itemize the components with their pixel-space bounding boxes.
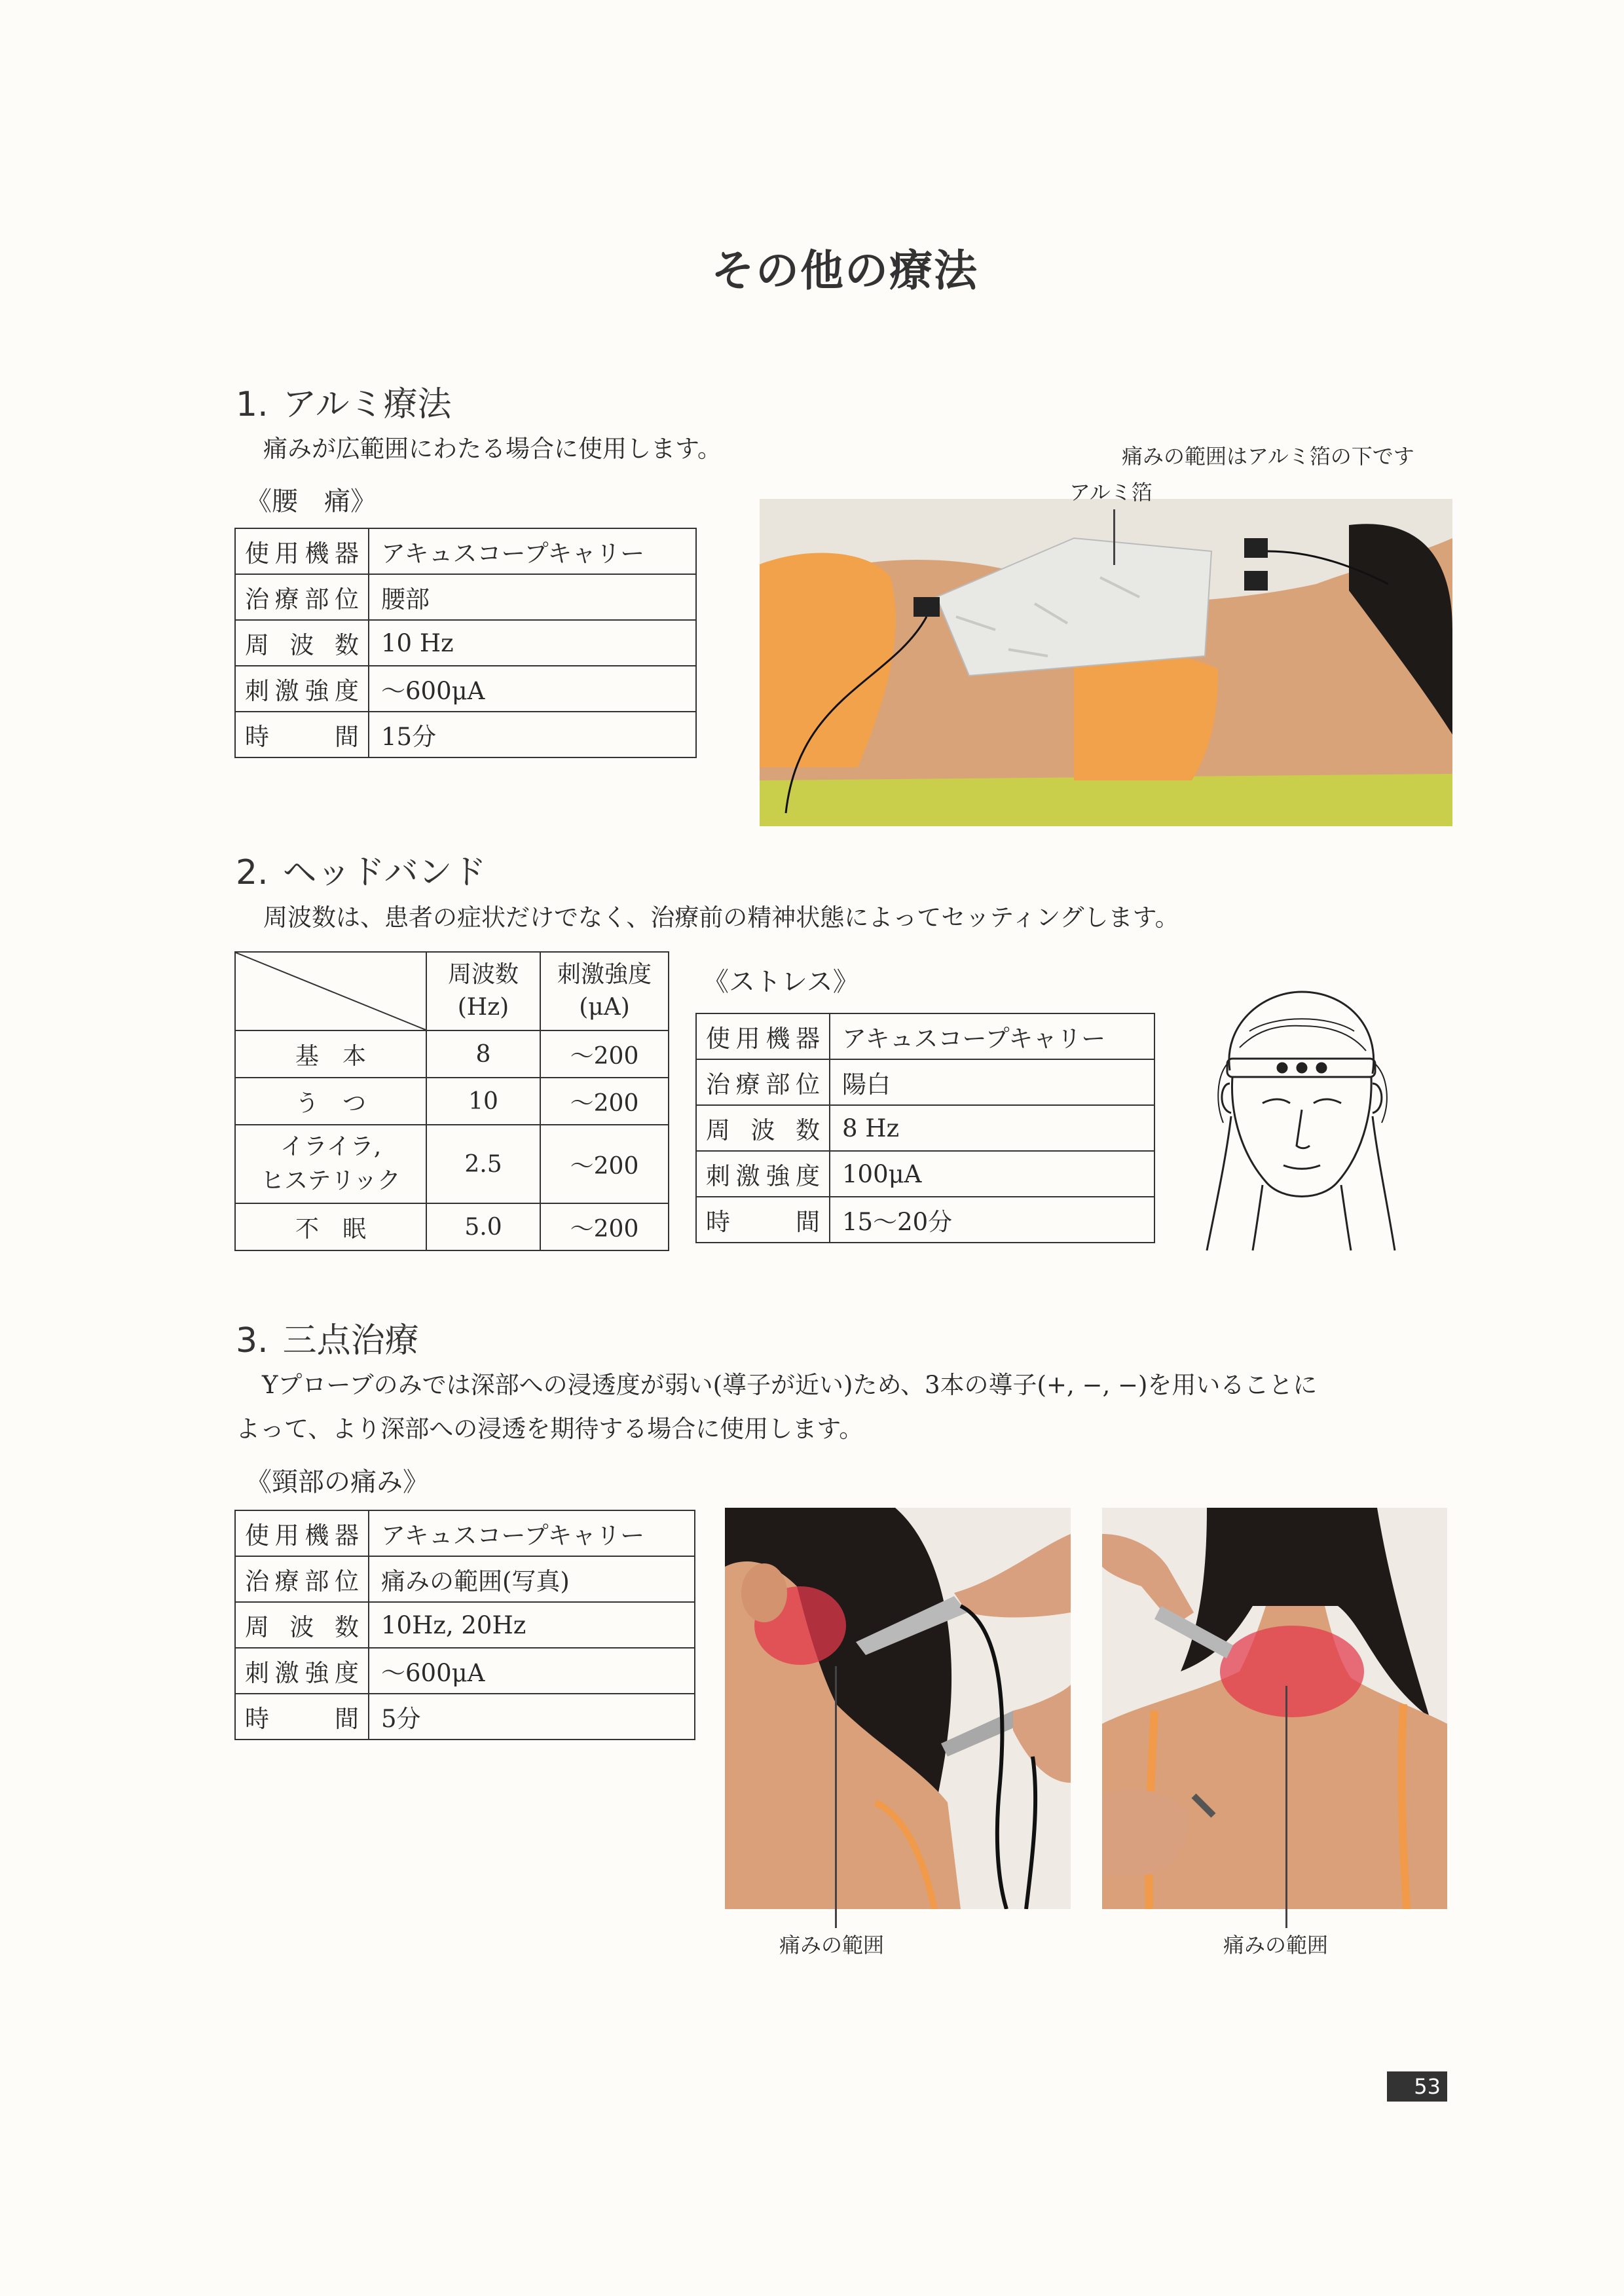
spec-key: 時間 <box>235 712 369 757</box>
column-header-frequency: 周波数 (Hz) <box>426 952 540 1030</box>
table-row <box>696 1013 1154 1059</box>
row-frequency: 8 <box>426 1030 540 1078</box>
table-row <box>235 1203 669 1250</box>
spec-key: 使用機器 <box>235 528 369 574</box>
section1-heading <box>236 376 452 426</box>
spec-value: 10Hz, 20Hz <box>369 1602 695 1648</box>
row-label: 不 眠 <box>235 1203 426 1250</box>
row-label: 基 本 <box>235 1030 426 1078</box>
pain-range-leader-right <box>1285 1686 1287 1928</box>
section2-spec-table <box>695 1013 1155 1243</box>
table-row <box>235 1510 695 1556</box>
spec-value: アキュスコープキャリー <box>830 1013 1154 1059</box>
spec-key: 時間 <box>696 1197 830 1243</box>
section3-subheading: 《頸部の痛み》 <box>246 1467 429 1497</box>
photo-callout-foil: アルミ箔 <box>1069 480 1153 505</box>
neck-treatment-photo-side <box>725 1508 1071 1909</box>
section1-subheading: 《腰 痛》 <box>246 486 377 517</box>
spec-key: 刺激強度 <box>235 666 369 712</box>
frequency-table <box>234 951 669 1251</box>
row-frequency: 5.0 <box>426 1203 540 1250</box>
neck-treatment-photo-back <box>1102 1508 1447 1909</box>
table-row <box>235 528 696 574</box>
row-frequency: 2.5 <box>426 1125 540 1203</box>
table-row <box>696 1151 1154 1197</box>
spec-key: 時間 <box>235 1694 369 1740</box>
table-row <box>235 666 696 712</box>
spec-value: 腰部 <box>369 574 696 620</box>
table-row <box>696 1105 1154 1151</box>
spec-value: ～600μA <box>369 1648 695 1694</box>
section1-number: 1. <box>236 385 268 424</box>
table-row <box>235 1648 695 1694</box>
row-label: イライラ, ヒステリック <box>235 1125 426 1203</box>
spec-key: 周波数 <box>235 620 369 666</box>
spec-value: 8 Hz <box>830 1105 1154 1151</box>
table-row <box>696 1059 1154 1105</box>
spec-value: 15分 <box>369 712 696 757</box>
row-intensity: ～200 <box>540 1203 669 1250</box>
spec-key: 治療部位 <box>696 1059 830 1105</box>
spec-key: 刺激強度 <box>696 1151 830 1197</box>
spec-value: アキュスコープキャリー <box>369 1510 695 1556</box>
spec-value: 5分 <box>369 1694 695 1740</box>
section2-intro: 周波数は、患者の症状だけでなく、治療前の精神状態によってセッティングします。 <box>263 903 1179 932</box>
pain-range-leader-left <box>835 1666 837 1928</box>
callout-leader-line <box>1113 509 1115 565</box>
spec-key: 治療部位 <box>235 574 369 620</box>
spec-value: 痛みの範囲(写真) <box>369 1556 695 1602</box>
table-row <box>696 1197 1154 1243</box>
spec-key: 周波数 <box>235 1602 369 1648</box>
table-header-row <box>235 952 669 1030</box>
diagonal-header-cell <box>235 952 426 1030</box>
table-row <box>235 712 696 757</box>
section3-number: 3. <box>236 1321 268 1360</box>
section2-number: 2. <box>236 853 268 892</box>
section1-intro: 痛みが広範囲にわたる場合に使用します。 <box>263 435 722 463</box>
section1-title: アルミ療法 <box>282 385 452 424</box>
spec-value: 100μA <box>830 1151 1154 1197</box>
table-row <box>235 1694 695 1740</box>
spec-key: 刺激強度 <box>235 1648 369 1694</box>
row-intensity: ～200 <box>540 1030 669 1078</box>
table-row <box>235 1030 669 1078</box>
row-intensity: ～200 <box>540 1125 669 1203</box>
spec-key: 周波数 <box>696 1105 830 1151</box>
row-frequency: 10 <box>426 1078 540 1125</box>
section3-heading <box>236 1313 419 1362</box>
section1-spec-table <box>234 528 697 758</box>
page-number: 53 <box>1387 2071 1447 2102</box>
spec-key: 治療部位 <box>235 1556 369 1602</box>
section3-title: 三点治療 <box>282 1321 419 1360</box>
headband-illustration <box>1204 985 1400 1254</box>
section3-intro-line1: Yプローブのみでは深部への浸透度が弱い(導子が近い)ため、3本の導子(+, −, −)を用いることに <box>262 1371 1318 1399</box>
table-row <box>235 1078 669 1125</box>
table-row <box>235 1125 669 1203</box>
pain-range-caption-right: 痛みの範囲 <box>1223 1933 1329 1958</box>
spec-value: ～600μA <box>369 666 696 712</box>
table-row <box>235 574 696 620</box>
photo-callout-range: 痛みの範囲はアルミ箔の下です <box>1122 444 1414 469</box>
spec-key: 使用機器 <box>696 1013 830 1059</box>
pain-range-caption-left: 痛みの範囲 <box>779 1933 885 1958</box>
row-intensity: ～200 <box>540 1078 669 1125</box>
spec-value: 15～20分 <box>830 1197 1154 1243</box>
spec-value: 陽白 <box>830 1059 1154 1105</box>
spec-key: 使用機器 <box>235 1510 369 1556</box>
section2-title: ヘッドバンド <box>282 853 487 892</box>
spec-value: アキュスコープキャリー <box>369 528 696 574</box>
column-header-intensity: 刺激強度 (μA) <box>540 952 669 1030</box>
section3-spec-table <box>234 1510 695 1740</box>
row-label: う つ <box>235 1078 426 1125</box>
table-row <box>235 620 696 666</box>
section3-intro-line2: よって、より深部への浸透を期待する場合に使用します。 <box>236 1415 864 1443</box>
section2-subheading: 《ストレス》 <box>703 967 859 997</box>
page-title: その他の療法 <box>711 246 978 296</box>
section2-heading <box>236 845 487 894</box>
table-row <box>235 1556 695 1602</box>
table-row <box>235 1602 695 1648</box>
aluminium-therapy-photo <box>760 499 1452 826</box>
spec-value: 10 Hz <box>369 620 696 666</box>
